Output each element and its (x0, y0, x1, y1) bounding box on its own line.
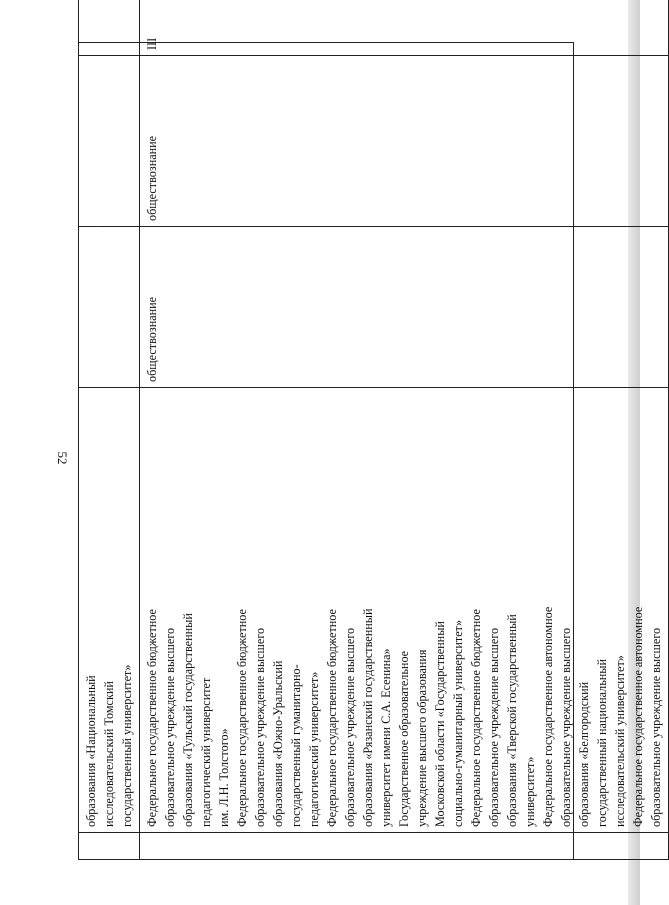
page-number: 52 (55, 451, 70, 465)
organization-line: педагогический университет» (307, 671, 321, 827)
organization-line: государственный гуманитарно- (289, 664, 303, 827)
organization-line: Федеральное государственное бюджетное (235, 609, 249, 827)
scan-dash-mark (96, 226, 99, 227)
organization-line: Федеральное государственное автономное (631, 606, 645, 827)
organization-line: государственный национальный (595, 659, 609, 827)
organization-line: образования «Южно-Уральский (271, 660, 285, 827)
olympiad-table (78, 0, 669, 860)
organization-line: образовательное учреждение высшего (343, 627, 357, 827)
organization-line: образовательное учреждение высшего (559, 627, 573, 827)
organization-line: образования «Тульский государственный (181, 613, 195, 827)
table-row (140, 0, 669, 860)
table-row (79, 0, 140, 860)
organization-line: им. Л.Н. Толстого» (217, 728, 231, 827)
empty-cell (79, 833, 140, 860)
organization-line: исследовательский университет» (613, 655, 627, 827)
organization-line: педагогический университет (199, 677, 213, 827)
organization-line: образования «Тверской государственный (505, 614, 519, 827)
rotated-table-container (78, 37, 663, 860)
organization-line: образования «Национальный (84, 675, 98, 827)
empty-cell (140, 833, 669, 860)
organization-cell (140, 388, 669, 833)
organization-line: исследовательский Томский (102, 681, 116, 827)
organization-line: образования «Рязанский государственный (361, 608, 375, 827)
organization-line: образовательное учреждение высшего (163, 627, 177, 827)
organization-cell (79, 388, 140, 833)
organization-line: университет» (523, 756, 537, 827)
subject-cell (79, 227, 140, 388)
subject-cell: обществознание (140, 56, 669, 227)
organization-line: Федеральное государственное автономное (541, 606, 555, 827)
organization-line: образовательное учреждение высшего (649, 627, 663, 827)
organization-line: Государственное образовательное (397, 650, 411, 827)
subject-cell: обществознание (140, 227, 669, 388)
organization-line: учреждение высшего образования (415, 649, 429, 827)
organization-line: образовательное учреждение высшего (253, 627, 267, 827)
organization-line: государственный университет» (120, 664, 134, 827)
organization-line: Московской области «Государственный (433, 621, 447, 827)
level-cell: III (140, 0, 669, 56)
organization-line: социально-гуманитарный университет» (451, 619, 465, 827)
organization-line: Федеральное государственное бюджетное (469, 609, 483, 827)
organization-line: университет имени С.А. Есенина» (379, 648, 393, 827)
level-cell (79, 0, 140, 56)
organization-line: образования «Белгородский (577, 681, 591, 827)
organization-line: Федеральное государственное бюджетное (145, 609, 159, 827)
organization-line: Федеральное государственное бюджетное (325, 609, 339, 827)
subject-cell (79, 56, 140, 227)
organization-line: образовательное учреждение высшего (487, 627, 501, 827)
